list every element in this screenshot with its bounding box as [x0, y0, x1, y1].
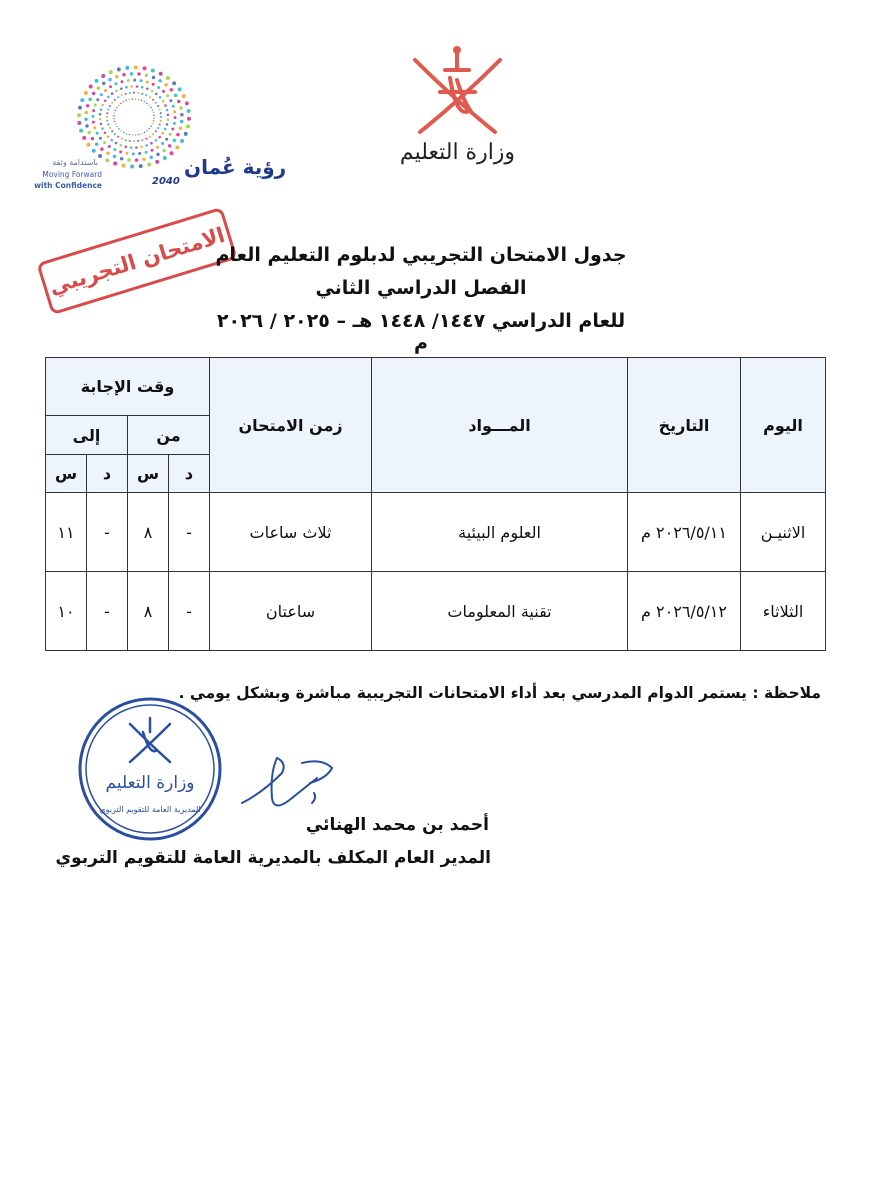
header-subject: المـــواد	[372, 358, 628, 493]
cell-date: ٢٠٢٦/٥/١٢ م	[628, 572, 741, 651]
header-duration: زمن الامتحان	[210, 358, 372, 493]
khanjar-emblem-icon	[395, 40, 520, 140]
signatory-name: أحمد بن محمد الهنائي	[305, 815, 489, 835]
header-date: التاريخ	[628, 358, 741, 493]
signature	[232, 743, 342, 823]
header-to-hours: س	[46, 455, 87, 493]
cell-day: الاثنيـن	[741, 493, 826, 572]
vision-logo-arabic: رؤية عُمان	[184, 155, 287, 179]
document-title: جدول الامتحان التجريبي لدبلوم التعليم العام	[215, 244, 627, 266]
vision-tagline-arabic: باستدامة وثقة	[52, 158, 98, 167]
header-to: إلى	[46, 416, 128, 455]
cell-day: الثلاثاء	[741, 572, 826, 651]
cell-duration: ساعتان	[210, 572, 372, 651]
header-from: من	[128, 416, 210, 455]
cell-to-minutes: -	[87, 572, 128, 651]
header-from-hours: س	[128, 455, 169, 493]
vision-logo-year: 2040	[152, 176, 180, 187]
signatory-title: المدير العام المكلف بالمديرية العامة للتقويم التربوي	[55, 848, 491, 868]
header-to-minutes: د	[87, 455, 128, 493]
header-answer-time: وقت الإجابة	[46, 358, 210, 416]
schedule-note: ملاحظة : يستمر الدوام المدرسي بعد أداء الامتحانات التجريبية مباشرة وبشكل يومي .	[178, 684, 821, 702]
vision-tagline-en-2: with Confidence	[34, 181, 102, 190]
oman-vision-2040-logo	[14, 55, 287, 215]
seal-bottom-text: المديرية العامة للتقويم التربوي	[99, 805, 201, 814]
cell-from-hours: ٨	[128, 493, 169, 572]
trial-exam-stamp: الامتحان التجريبي	[36, 207, 237, 315]
vision-dots-icon	[14, 55, 214, 215]
cell-to-minutes: -	[87, 493, 128, 572]
cell-from-hours: ٨	[128, 572, 169, 651]
ministry-emblem	[395, 40, 520, 180]
cell-from-minutes: -	[169, 493, 210, 572]
cell-subject: تقنية المعلومات	[372, 572, 628, 651]
table-header-row	[46, 358, 826, 416]
vision-tagline-en-1: Moving Forward	[42, 170, 102, 179]
cell-to-hours: ١٠	[46, 572, 87, 651]
header-day: اليوم	[741, 358, 826, 493]
academic-year: للعام الدراسي ١٤٤٧/ ١٤٤٨ هـ – ٢٠٢٥ / ٢٠٢٦ م	[216, 310, 626, 354]
ministry-name: وزارة التعليم	[399, 140, 516, 165]
cell-date: ٢٠٢٦/٥/١١ م	[628, 493, 741, 572]
seal-top-text: وزارة التعليم	[105, 773, 195, 793]
table-row	[46, 572, 826, 651]
exam-schedule-table	[45, 357, 826, 651]
semester-title: الفصل الدراسي الثاني	[315, 277, 527, 299]
table-row	[46, 493, 826, 572]
cell-duration: ثلاث ساعات	[210, 493, 372, 572]
cell-from-minutes: -	[169, 572, 210, 651]
header-from-minutes: د	[169, 455, 210, 493]
handwritten-signature-icon	[232, 743, 342, 823]
cell-subject: العلوم البيئية	[372, 493, 628, 572]
cell-to-hours: ١١	[46, 493, 87, 572]
